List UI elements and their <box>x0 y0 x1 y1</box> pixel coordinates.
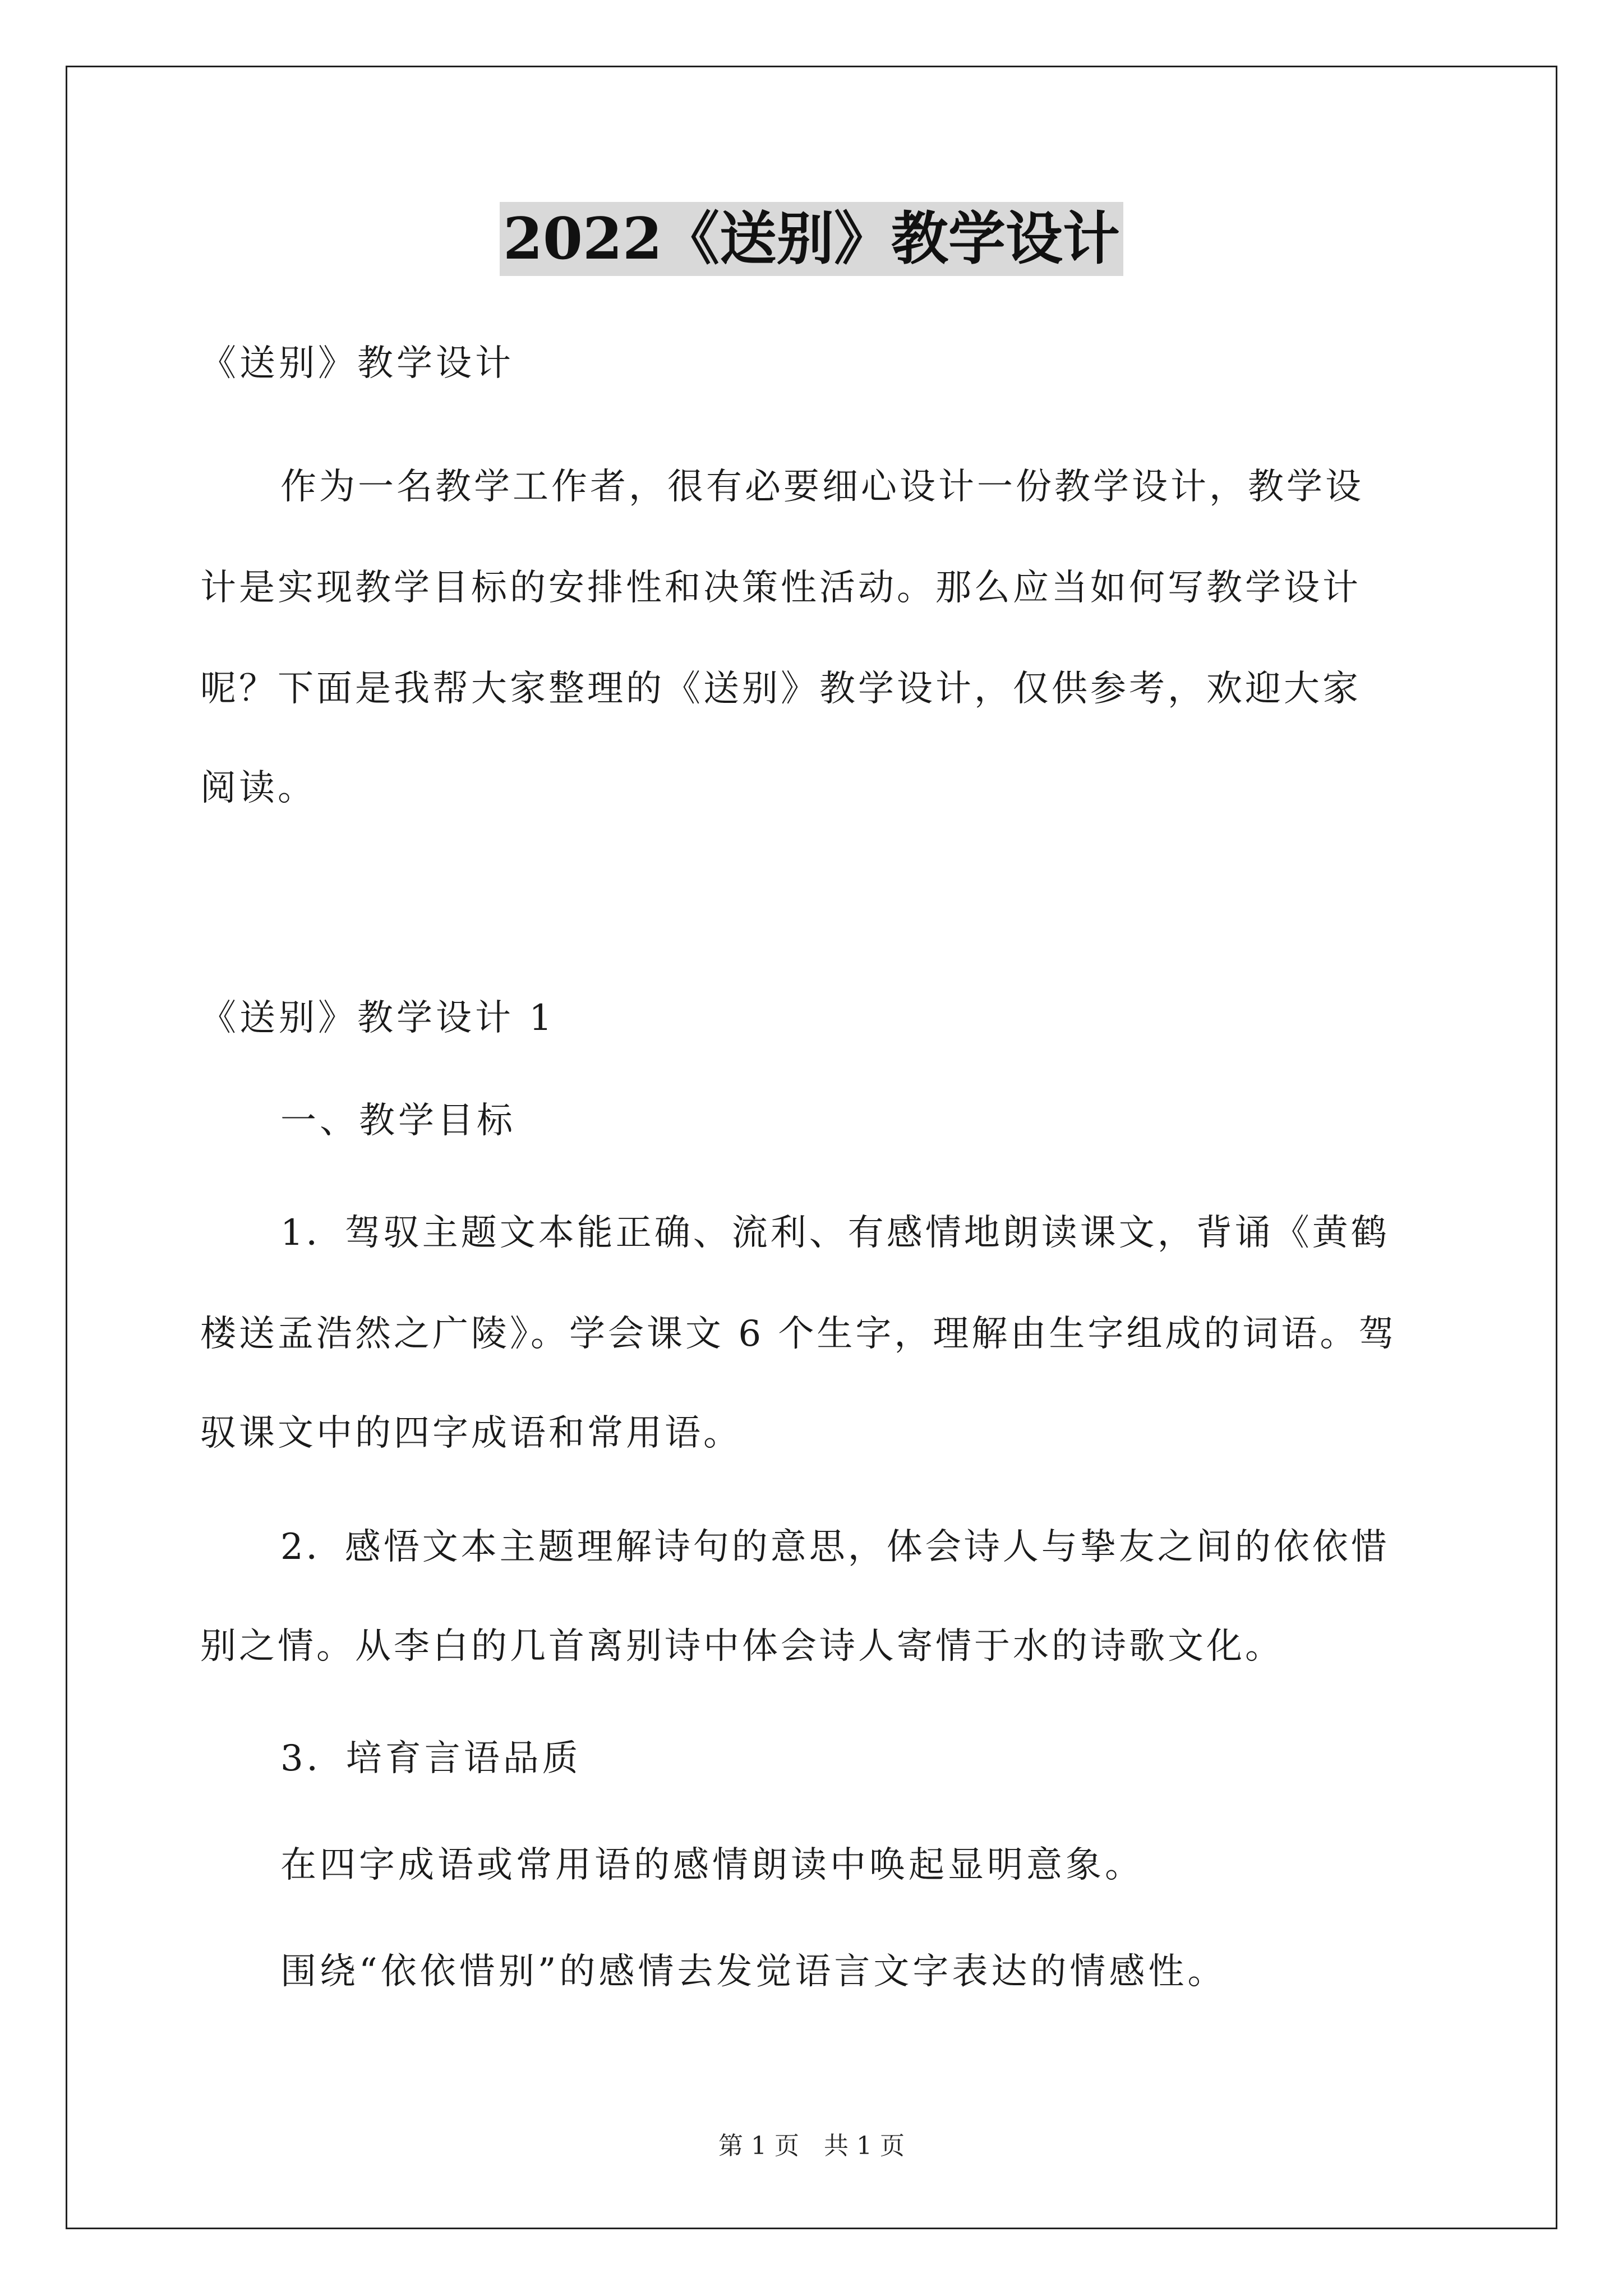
intro-line-4: 阅读。 <box>200 767 316 809</box>
section-title: 《送别》教学设计 1 <box>200 997 556 1039</box>
page-footer: 第 1 页 共 1 页 <box>718 2132 905 2160</box>
intro-line-1: 作为一名教学工作者，很有必要细心设计一份教学设计，教学设 <box>280 466 1364 508</box>
paragraph-1: 在四字成语或常用语的感情朗读中唤起显明意象。 <box>280 1844 1144 1886</box>
item-1-line-1: 1．驾驭主题文本能正确、流利、有感情地朗读课文，背诵《黄鹤 <box>280 1212 1390 1254</box>
document-title: 2022《送别》教学设计 <box>500 202 1123 276</box>
intro-line-3: 呢？下面是我帮大家整理的《送别》教学设计，仅供参考，欢迎大家 <box>200 668 1361 710</box>
item-1-line-3: 驭课文中的四字成语和常用语。 <box>200 1412 742 1454</box>
item-2-line-1: 2．感悟文本主题理解诗句的意思，体会诗人与挚友之间的依依惜 <box>280 1526 1390 1568</box>
intro-line-2: 计是实现教学目标的安排性和决策性活动。那么应当如何写教学设计 <box>200 567 1361 609</box>
subtitle: 《送别》教学设计 <box>200 343 514 384</box>
document-title-wrap <box>0 202 1623 276</box>
page-border <box>66 66 1557 2229</box>
item-1-line-2: 楼送孟浩然之广陵》。学会课文 6 个生字，理解由生字组成的词语。驾 <box>200 1313 1398 1355</box>
item-3: 3．培育言语品质 <box>280 1738 582 1779</box>
item-2-line-2: 别之情。从李白的几首离别诗中体会诗人寄情于水的诗歌文化。 <box>200 1626 1284 1667</box>
heading-goals: 一、教学目标 <box>280 1100 516 1142</box>
paragraph-2: 围绕“依依惜别”的感情去发觉语言文字表达的情感性。 <box>280 1951 1227 1993</box>
